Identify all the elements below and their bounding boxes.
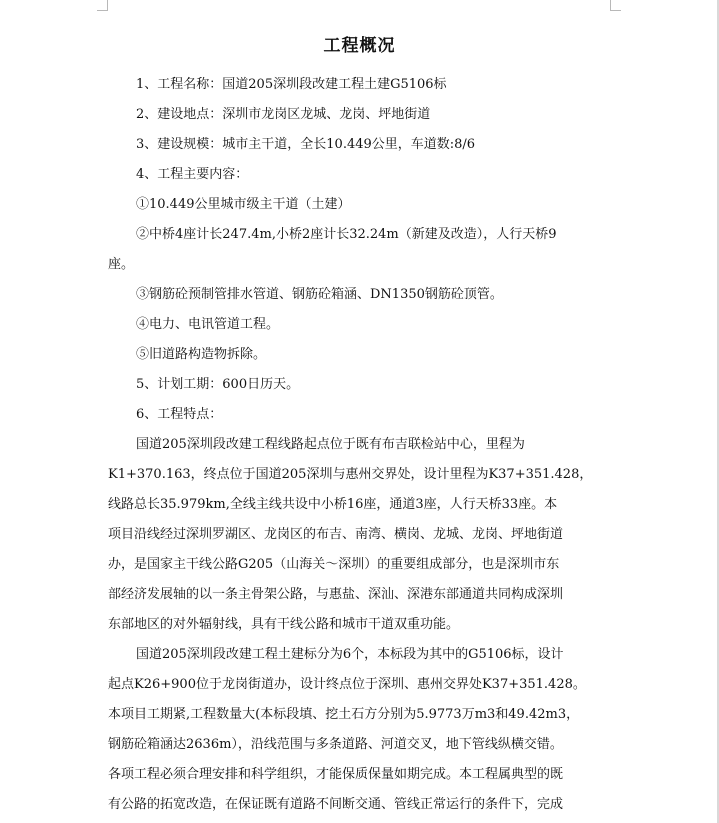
document-title: 工程概况 [323, 36, 396, 56]
item-period: 5、计划工期：600日历天。 [136, 377, 300, 392]
paragraph-line: 线路总长35.979km,全线主线共设中小桥16座，通道3座，人行天桥33座。本 [108, 497, 558, 512]
paragraph-section [108, 640, 608, 820]
sub-item-3: ③钢筋砼预制管排水管道、钢筋砼箱涵、DN1350钢筋砼顶管。 [136, 287, 503, 302]
paragraph-line: 项目沿线经过深圳罗湖区、龙岗区的布吉、南湾、横岗、龙城、龙岗、坪地街道 [108, 527, 564, 542]
item-project-name: 1、工程名称：国道205深圳段改建工程土建G5106标 [136, 77, 447, 92]
item-location: 2、建设地点：深圳市龙岗区龙城、龙岗、坪地街道 [136, 107, 431, 122]
paragraph-line: 办，是国家主干线公路G205（山海关～深圳）的重要组成部分，也是深圳市东 [108, 557, 560, 572]
margin-corner-mark [97, 0, 108, 11]
paragraph-line: 部经济发展轴的以一条主骨架公路，与惠盐、深汕、深港东部通道共同构成深圳 [108, 587, 564, 602]
paragraph-overview [108, 430, 608, 640]
item-main-content-label: 4、工程主要内容： [136, 167, 249, 182]
sub-item-5: ⑤旧道路构造物拆除。 [136, 347, 267, 362]
sub-item-4: ④电力、电讯管道工程。 [136, 317, 280, 332]
paragraph-line: 本项目工期紧,工程数量大(本标段填、挖土石方分别为5.9773万m3和49.42m3， [108, 707, 580, 722]
paragraph-line: 各项工程必须合理安排和科学组织，才能保质保量如期完成。本工程属典型的既 [108, 767, 564, 782]
paragraph-line: 钢筋砼箱涵达2636m），沿线范围与多条道路、河道交叉，地下管线纵横交错。 [108, 737, 563, 752]
paragraph-line: 东部地区的对外辐射线，具有干线公路和城市干道双重功能。 [108, 617, 460, 632]
paragraph-line: 起点K26+900位于龙岗街道办，设计终点位于深圳、惠州交界处K37+351.428。 [108, 677, 586, 692]
document-body [108, 70, 608, 820]
sub-item-2-continued: 座。 [108, 257, 135, 272]
sub-item-1: ①10.449公里城市级主干道（土建） [136, 197, 351, 212]
item-features-label: 6、工程特点： [136, 407, 223, 422]
paragraph-line: 国道205深圳段改建工程线路起点位于既有布吉联检站中心，里程为 [136, 437, 525, 452]
sub-item-2: ②中桥4座计长247.4m,小桥2座计长32.24m（新建及改造），人行天桥9 [136, 227, 557, 242]
margin-corner-mark [610, 0, 621, 11]
paragraph-line: 有公路的拓宽改造，在保证既有道路不间断交通、管线正常运行的条件下，完成 [108, 797, 564, 812]
paragraph-line: 国道205深圳段改建工程土建标分为6个，本标段为其中的G5106标，设计 [136, 647, 564, 662]
item-scale: 3、建设规模：城市主干道，全长10.449公里，车道数:8/6 [136, 137, 476, 152]
paragraph-line: K1+370.163，终点位于国道205深圳与惠州交界处，设计里程为K37+351.428， [108, 467, 593, 482]
